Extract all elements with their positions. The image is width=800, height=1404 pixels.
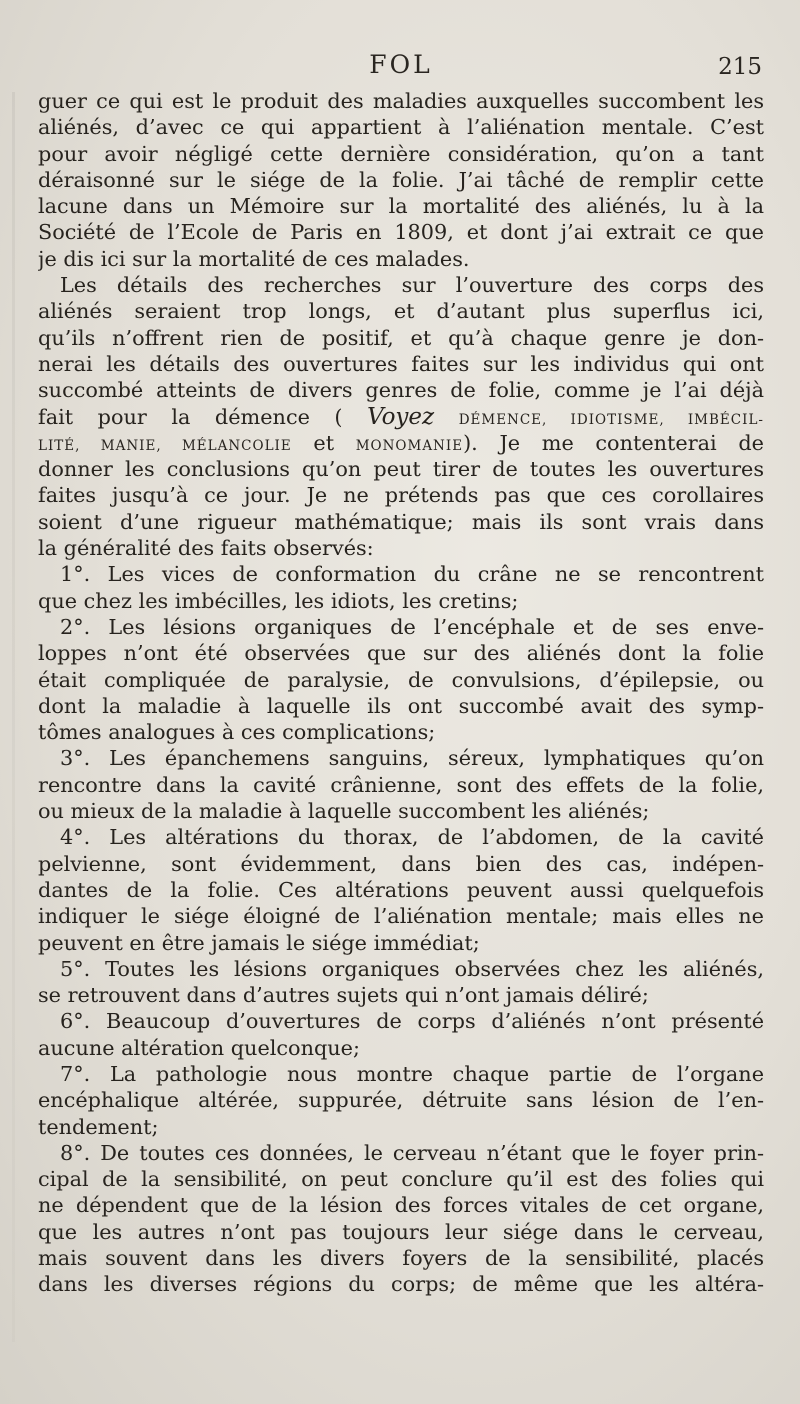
text-line: pour avoir négligé cette dernière considération, qu’on a tant <box>38 141 764 166</box>
text-line: qu’ils n’offrent rien de positif, et qu’à chaque genre je don- <box>38 325 764 350</box>
text-line-references <box>38 430 764 456</box>
text-line: 2°. Les lésions organiques de l’encéphale et de ses enve- <box>60 614 764 639</box>
text-line: guer ce qui est le produit des maladies auxquelles succombent les <box>38 89 764 113</box>
text-line: aliénés seraient trop longs, et d’autant plus superflus ici, <box>38 299 764 324</box>
text-line: pelvienne, sont évidemment, dans bien des cas, indépen- <box>38 851 764 876</box>
text-line: nerai les détails des ouvertures faites sur les individus qui ont <box>38 351 764 376</box>
text-line: était compliquée de paralysie, de convulsions, d’épilepsie, ou <box>38 667 764 692</box>
page-header <box>36 50 766 86</box>
text-line: 7°. La pathologie nous montre chaque partie de l’organe <box>60 1061 764 1086</box>
text-line: que chez les imbécilles, les idiots, les cretins; <box>38 588 519 613</box>
text-line: je dis ici sur la mortalité de ces malades. <box>38 246 470 271</box>
text-line: 5°. Toutes les lésions organiques observées chez les aliénés, <box>60 956 764 981</box>
text-line: tendement; <box>38 1114 159 1139</box>
text-line: faites jusqu’à ce jour. Je ne prétends pas que ces corollaires <box>38 483 764 508</box>
text-line: Société de l’Ecole de Paris en 1809, et dont j’ai extrait ce que <box>38 220 764 245</box>
text-line: la généralité des faits observés: <box>38 536 374 561</box>
text-line: peuvent en être jamais le siége immédiat; <box>38 930 480 955</box>
page-number: 215 <box>718 54 762 80</box>
text-line: aucune altération quelconque; <box>38 1035 360 1060</box>
text-line-voyez <box>38 404 764 430</box>
text-line: dont la maladie à laquelle ils ont succombé avait des symp- <box>38 693 764 718</box>
text-line: 8°. De toutes ces données, le cerveau n’étant que le foyer prin- <box>60 1140 764 1165</box>
gutter-shadow <box>12 92 15 1342</box>
text-line: ne dépendent que de la lésion des forces vitales de cet organe, <box>38 1193 764 1218</box>
text-line: donner les conclusions qu’on peut tirer de toutes les ouvertures <box>38 457 764 482</box>
text-line: que les autres n’ont pas toujours leur siége dans le cerveau, <box>38 1219 764 1244</box>
text-line: succombé atteints de divers genres de folie, comme je l’ai déjà <box>38 378 764 403</box>
line-part: fait pour la démence ( <box>38 404 343 429</box>
text-line: 4°. Les altérations du thorax, de l’abdomen, de la cavité <box>60 825 764 850</box>
text-line: soient d’une rigueur mathématique; mais ils sont vrais dans <box>38 509 764 534</box>
voyez-italic: Voyez <box>367 403 435 430</box>
text-line: loppes n’ont été observées que sur des aliénés dont la folie <box>38 641 764 666</box>
cross-reference: DÉMENCE, IDIOTISME, IMBÉCIL- <box>458 411 764 428</box>
text-line: dantes de la folie. Ces altérations peuvent aussi quelquefois <box>38 877 764 902</box>
text-line: encéphalique altérée, suppurée, détruite sans lésion de l’en- <box>38 1088 764 1113</box>
text-line: dans les diverses régions du corps; de même que les altéra- <box>38 1272 764 1297</box>
text-line: mais souvent dans les divers foyers de la sensibilité, placés <box>38 1246 764 1271</box>
text-line: rencontre dans la cavité crânienne, sont des effets de la folie, <box>38 772 764 797</box>
body-text <box>38 88 764 1298</box>
text-line: lacune dans un Mémoire sur la mortalité des aliénés, lu à la <box>38 194 764 219</box>
text-line: déraisonné sur le siége de la folie. J’ai tâché de remplir cette <box>38 167 764 192</box>
text-line: ou mieux de la maladie à laquelle succombent les aliénés; <box>38 799 650 824</box>
text-line: aliénés, d’avec ce qui appartient à l’aliénation mentale. C’est <box>38 115 764 140</box>
cross-reference: LITÉ, MANIE, MÉLANCOLIE <box>38 437 292 454</box>
text-line: tômes analogues à ces complications; <box>38 720 436 745</box>
text-line: indiquer le siége éloigné de l’aliénation mentale; mais elles ne <box>38 904 764 929</box>
text-line: Les détails des recherches sur l’ouverture des corps des <box>60 273 764 298</box>
text-line: 3°. Les épanchemens sanguins, séreux, lymphatiques qu’on <box>60 746 764 771</box>
text-line: se retrouvent dans d’autres sujets qui n’ont jamais déliré; <box>38 983 649 1008</box>
cross-reference: MONOMANIE <box>355 437 464 454</box>
line-part: ). Je me contenterai de <box>463 430 764 455</box>
line-part: et <box>313 430 335 455</box>
text-line: 6°. Beaucoup d’ouvertures de corps d’aliénés n’ont présenté <box>60 1009 764 1034</box>
text-line: 1°. Les vices de conformation du crâne ne se rencontrent <box>60 562 764 587</box>
running-head: FOL <box>369 50 433 79</box>
text-line: cipal de la sensibilité, on peut conclure qu’il est des folies qui <box>38 1167 764 1192</box>
